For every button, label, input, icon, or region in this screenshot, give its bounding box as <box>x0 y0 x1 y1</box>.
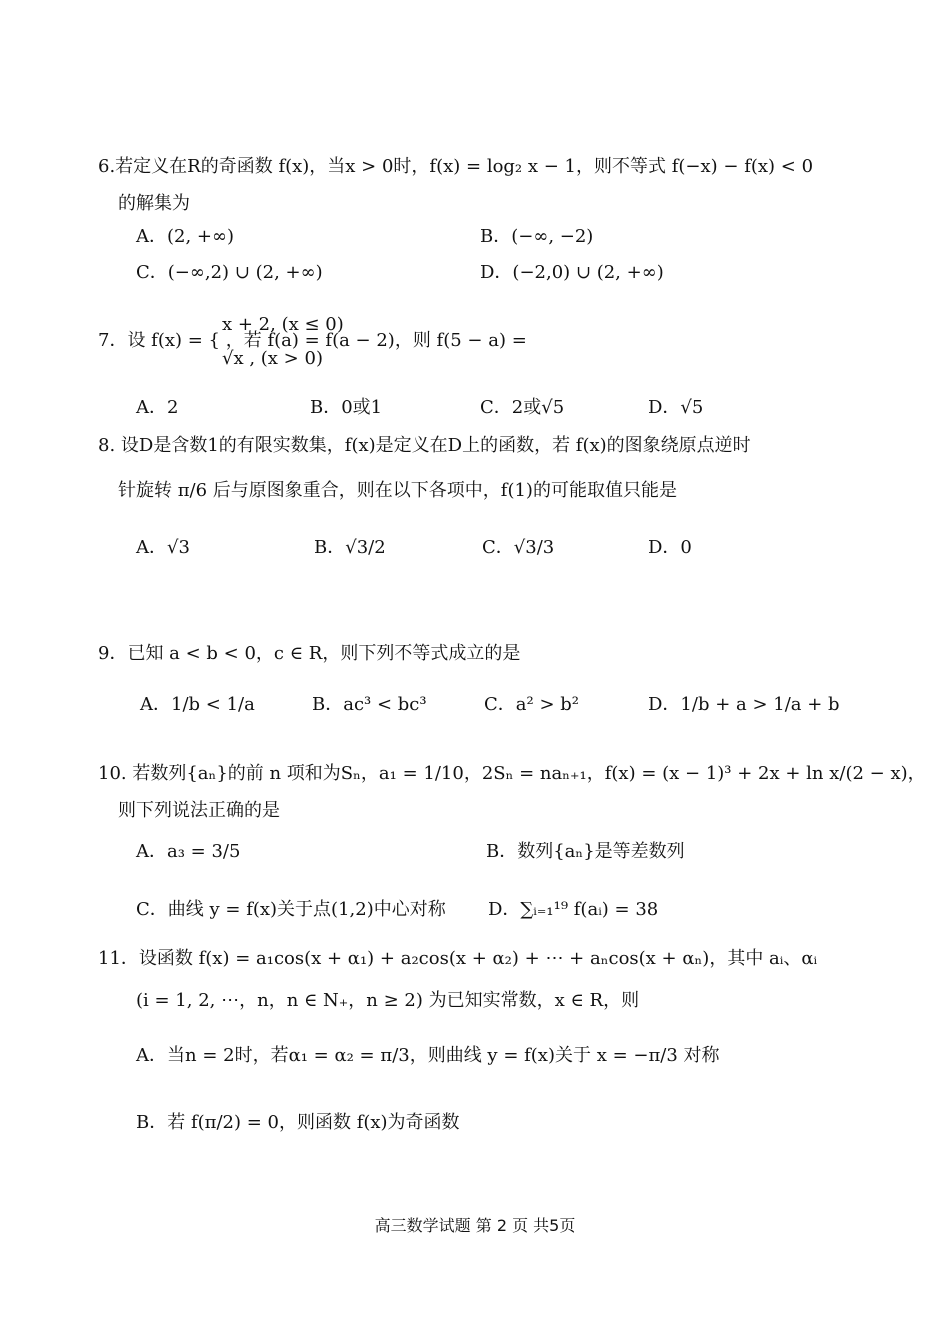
q8-stem-line2: 针旋转 π/6 后与原图象重合，则在以下各项中，f(1)的可能取值只能是 <box>118 480 677 501</box>
q6-option-b: B．(−∞, −2) <box>480 226 594 247</box>
q6-option-c: C．(−∞,2) ∪ (2, +∞) <box>136 262 323 283</box>
q9-stem: 9．已知 a < b < 0，c ∈ R，则下列不等式成立的是 <box>98 643 521 664</box>
q7-piece-1: x + 2, (x ≤ 0) <box>222 314 344 335</box>
q9-option-c: C．a² > b² <box>484 694 579 715</box>
q7-piece-2: √x , (x > 0) <box>222 348 323 369</box>
q10-option-b: B．数列{aₙ}是等差数列 <box>486 841 685 862</box>
q11-option-b: B．若 f(π/2) = 0，则函数 f(x)为奇函数 <box>136 1112 460 1133</box>
q10-option-c: C．曲线 y = f(x)关于点(1,2)中心对称 <box>136 899 446 920</box>
q6-stem-line2: 的解集为 <box>118 193 190 214</box>
q10-stem-line1: 10. 若数列{aₙ}的前 n 项和为Sₙ，a₁ = 1/10，2Sₙ = naₙ₊₁，f(x) = (x − 1)³ + 2x + ln x/(2 − x)， <box>98 763 926 784</box>
q11-stem-line2: (i = 1, 2, ⋯，n，n ∈ N₊，n ≥ 2) 为已知实常数，x ∈ R，则 <box>136 990 640 1011</box>
q7-option-d: D．√5 <box>648 397 704 418</box>
q9-option-d: D．1/b + a > 1/a + b <box>648 694 840 715</box>
q6-stem-line1: 6.若定义在R的奇函数 f(x)，当x > 0时，f(x) = log₂ x − 1，则不等式 f(−x) − f(x) < 0 <box>98 156 814 177</box>
q10-stem-line2: 则下列说法正确的是 <box>118 800 280 821</box>
q8-option-b: B．√3/2 <box>314 537 386 558</box>
q9-option-b: B．ac³ < bc³ <box>312 694 427 715</box>
q7-option-a: A．2 <box>136 397 179 418</box>
q7-option-c: C．2或√5 <box>480 397 565 418</box>
page-footer: 高三数学试题 第 2 页 共5页 <box>374 1216 576 1235</box>
q6-option-a: A．(2, +∞) <box>136 226 235 247</box>
q8-option-a: A．√3 <box>136 537 190 558</box>
q8-option-d: D．0 <box>648 537 692 558</box>
q10-option-d: D．∑ᵢ₌₁¹⁹ f(aᵢ) = 38 <box>488 899 659 920</box>
q7-option-b: B．0或1 <box>310 397 383 418</box>
q11-stem-line1: 11．设函数 f(x) = a₁cos(x + α₁) + a₂cos(x + α₂) + ⋯ + aₙcos(x + αₙ)，其中 aᵢ、αᵢ <box>98 948 818 969</box>
q8-option-c: C．√3/3 <box>482 537 555 558</box>
q10-option-a: A．a₃ = 3/5 <box>136 841 241 862</box>
q9-option-a: A．1/b < 1/a <box>140 694 255 715</box>
q6-option-d: D．(−2,0) ∪ (2, +∞) <box>480 262 664 283</box>
q7-stem: 7．设 f(x) = { ，若 f(a) = f(a − 2)，则 f(5 − a) = <box>98 330 527 351</box>
q11-option-a: A．当n = 2时，若α₁ = α₂ = π/3，则曲线 y = f(x)关于 x = −π/3 对称 <box>136 1045 720 1066</box>
q8-stem-line1: 8. 设D是含数1的有限实数集，f(x)是定义在D上的函数，若 f(x)的图象绕原点逆时 <box>98 435 751 456</box>
